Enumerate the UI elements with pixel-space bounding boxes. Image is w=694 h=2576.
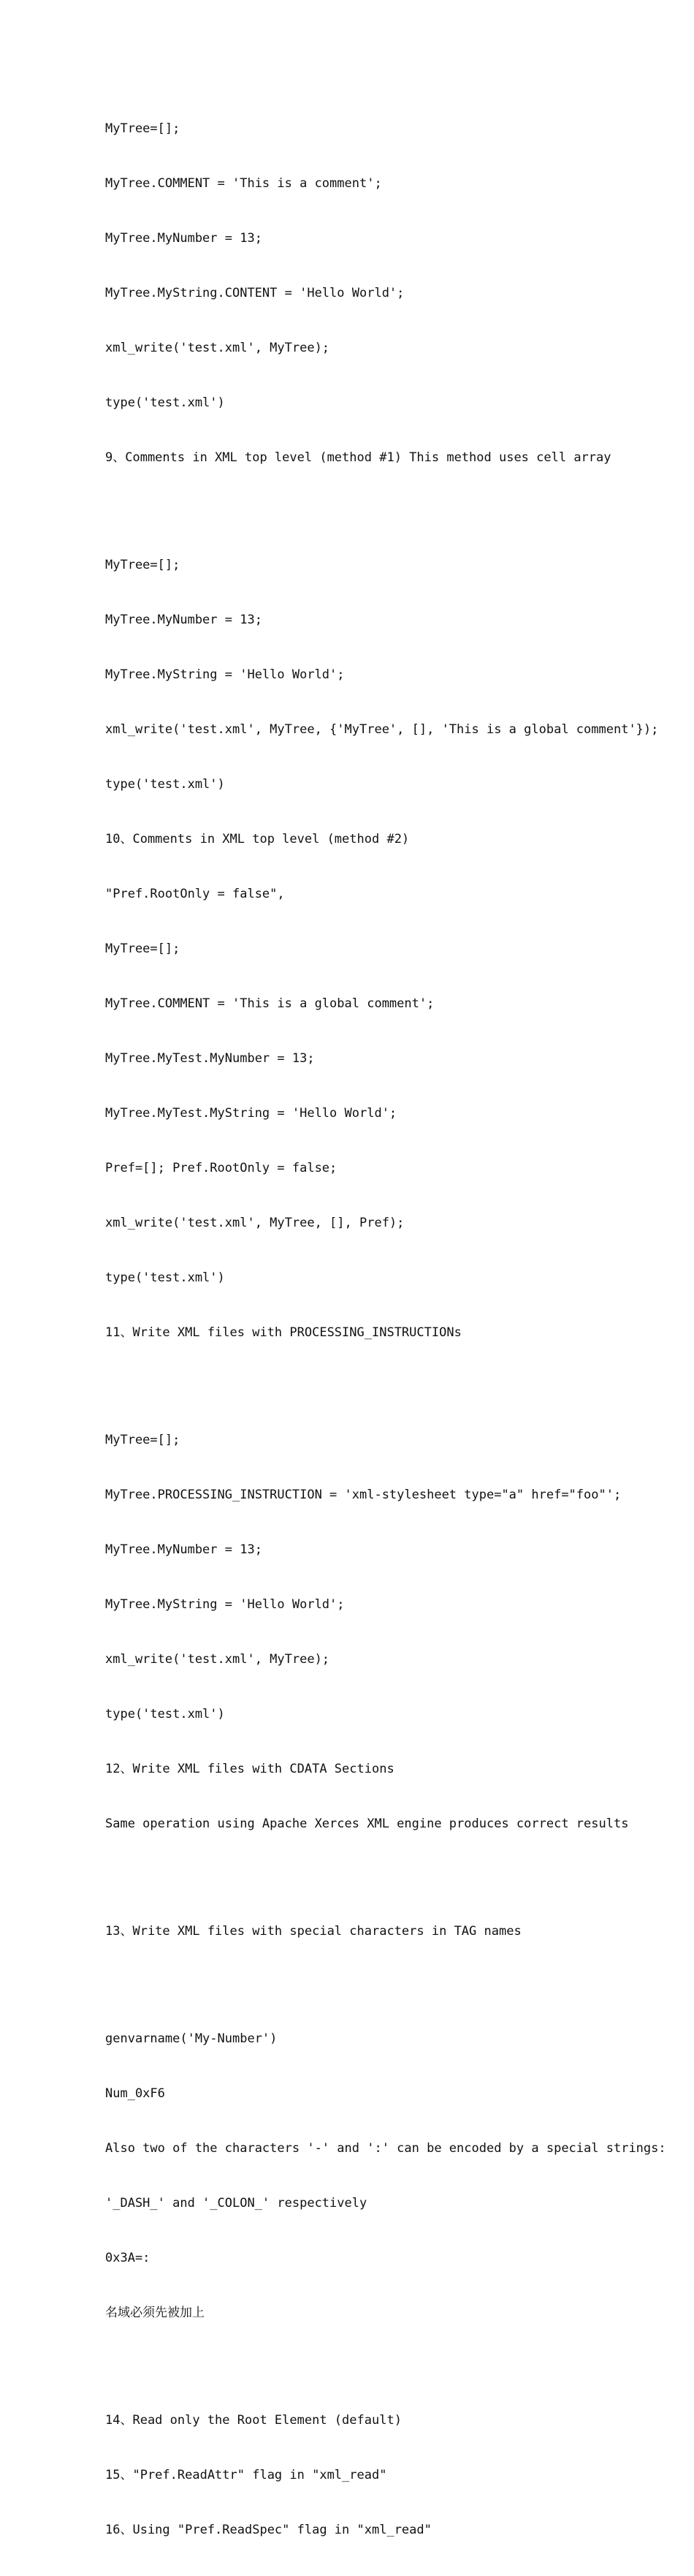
code-line: type('test.xml') [105, 1270, 225, 1285]
code-line: xml_write('test.xml', MyTree); [105, 341, 330, 355]
code-line: MyTree.MyString = 'Hello World'; [105, 1597, 345, 1612]
code-line: MyTree.MyNumber = 13; [105, 231, 262, 246]
document-body [105, 83, 666, 2576]
code-line: MyTree.MyString.CONTENT = 'Hello World'; [105, 286, 405, 300]
body-text: 0x3A=: [105, 2251, 150, 2265]
code-line: Pref=[]; Pref.RootOnly = false; [105, 1161, 338, 1175]
code-line: genvarname('My-Number') [105, 2031, 278, 2046]
blank-line [105, 1870, 660, 1886]
code-line: type('test.xml') [105, 395, 225, 410]
section-heading: 12、Write XML files with CDATA Sections [105, 1762, 394, 1776]
blank-line [105, 2359, 660, 2375]
section-heading: 16、Using "Pref.ReadSpec" flag in "xml_read" [105, 2523, 432, 2537]
code-line: MyTree.COMMENT = 'This is a global comment'; [105, 996, 435, 1011]
body-text: '_DASH_' and '_COLON_' respectively [105, 2196, 367, 2211]
code-line: "Pref.RootOnly = false", [105, 887, 285, 901]
blank-line [105, 1379, 660, 1395]
code-line: MyTree=[]; [105, 942, 180, 956]
code-line: MyTree.MyString = 'Hello World'; [105, 667, 345, 682]
code-line: xml_write('test.xml', MyTree, [], Pref); [105, 1216, 405, 1230]
code-line: xml_write('test.xml', MyTree); [105, 1652, 330, 1667]
section-heading: 10、Comments in XML top level (method #2) [105, 832, 410, 846]
code-line: MyTree.MyTest.MyNumber = 13; [105, 1051, 315, 1066]
section-heading: 15、"Pref.ReadAttr" flag in "xml_read" [105, 2468, 387, 2482]
code-line: MyTree.COMMENT = 'This is a comment'; [105, 176, 382, 191]
code-line: MyTree=[]; [105, 121, 180, 136]
body-text: 名域必须先被加上 [105, 2306, 205, 2320]
code-line: type('test.xml') [105, 1707, 225, 1721]
code-line: MyTree=[]; [105, 558, 180, 572]
code-line: Num_0xF6 [105, 2086, 165, 2101]
section-heading: 9、Comments in XML top level (method #1) This method uses cell array [105, 450, 611, 465]
code-line: MyTree=[]; [105, 1433, 180, 1447]
code-line: MyTree.MyNumber = 13; [105, 613, 262, 627]
blank-line [105, 504, 660, 520]
section-heading: 11、Write XML files with PROCESSING_INSTRUCTIONs [105, 1325, 462, 1340]
body-text: Same operation using Apache Xerces XML engine produces correct results [105, 1817, 629, 1831]
code-line: xml_write('test.xml', MyTree, {'MyTree', [], 'This is a global comment'}); [105, 722, 659, 737]
blank-line [105, 1977, 660, 1993]
code-line: type('test.xml') [105, 777, 225, 792]
section-heading: 13、Write XML files with special characters in TAG names [105, 1924, 522, 1939]
section-heading: 14、Read only the Root Element (default) [105, 2413, 402, 2428]
code-line: MyTree.PROCESSING_INSTRUCTION = 'xml-stylesheet type="a" href="foo"'; [105, 1488, 622, 1502]
body-text: Also two of the characters '-' and ':' can be encoded by a special strings: [105, 2141, 666, 2156]
code-line: MyTree.MyNumber = 13; [105, 1542, 262, 1557]
code-line: MyTree.MyTest.MyString = 'Hello World'; [105, 1106, 397, 1121]
